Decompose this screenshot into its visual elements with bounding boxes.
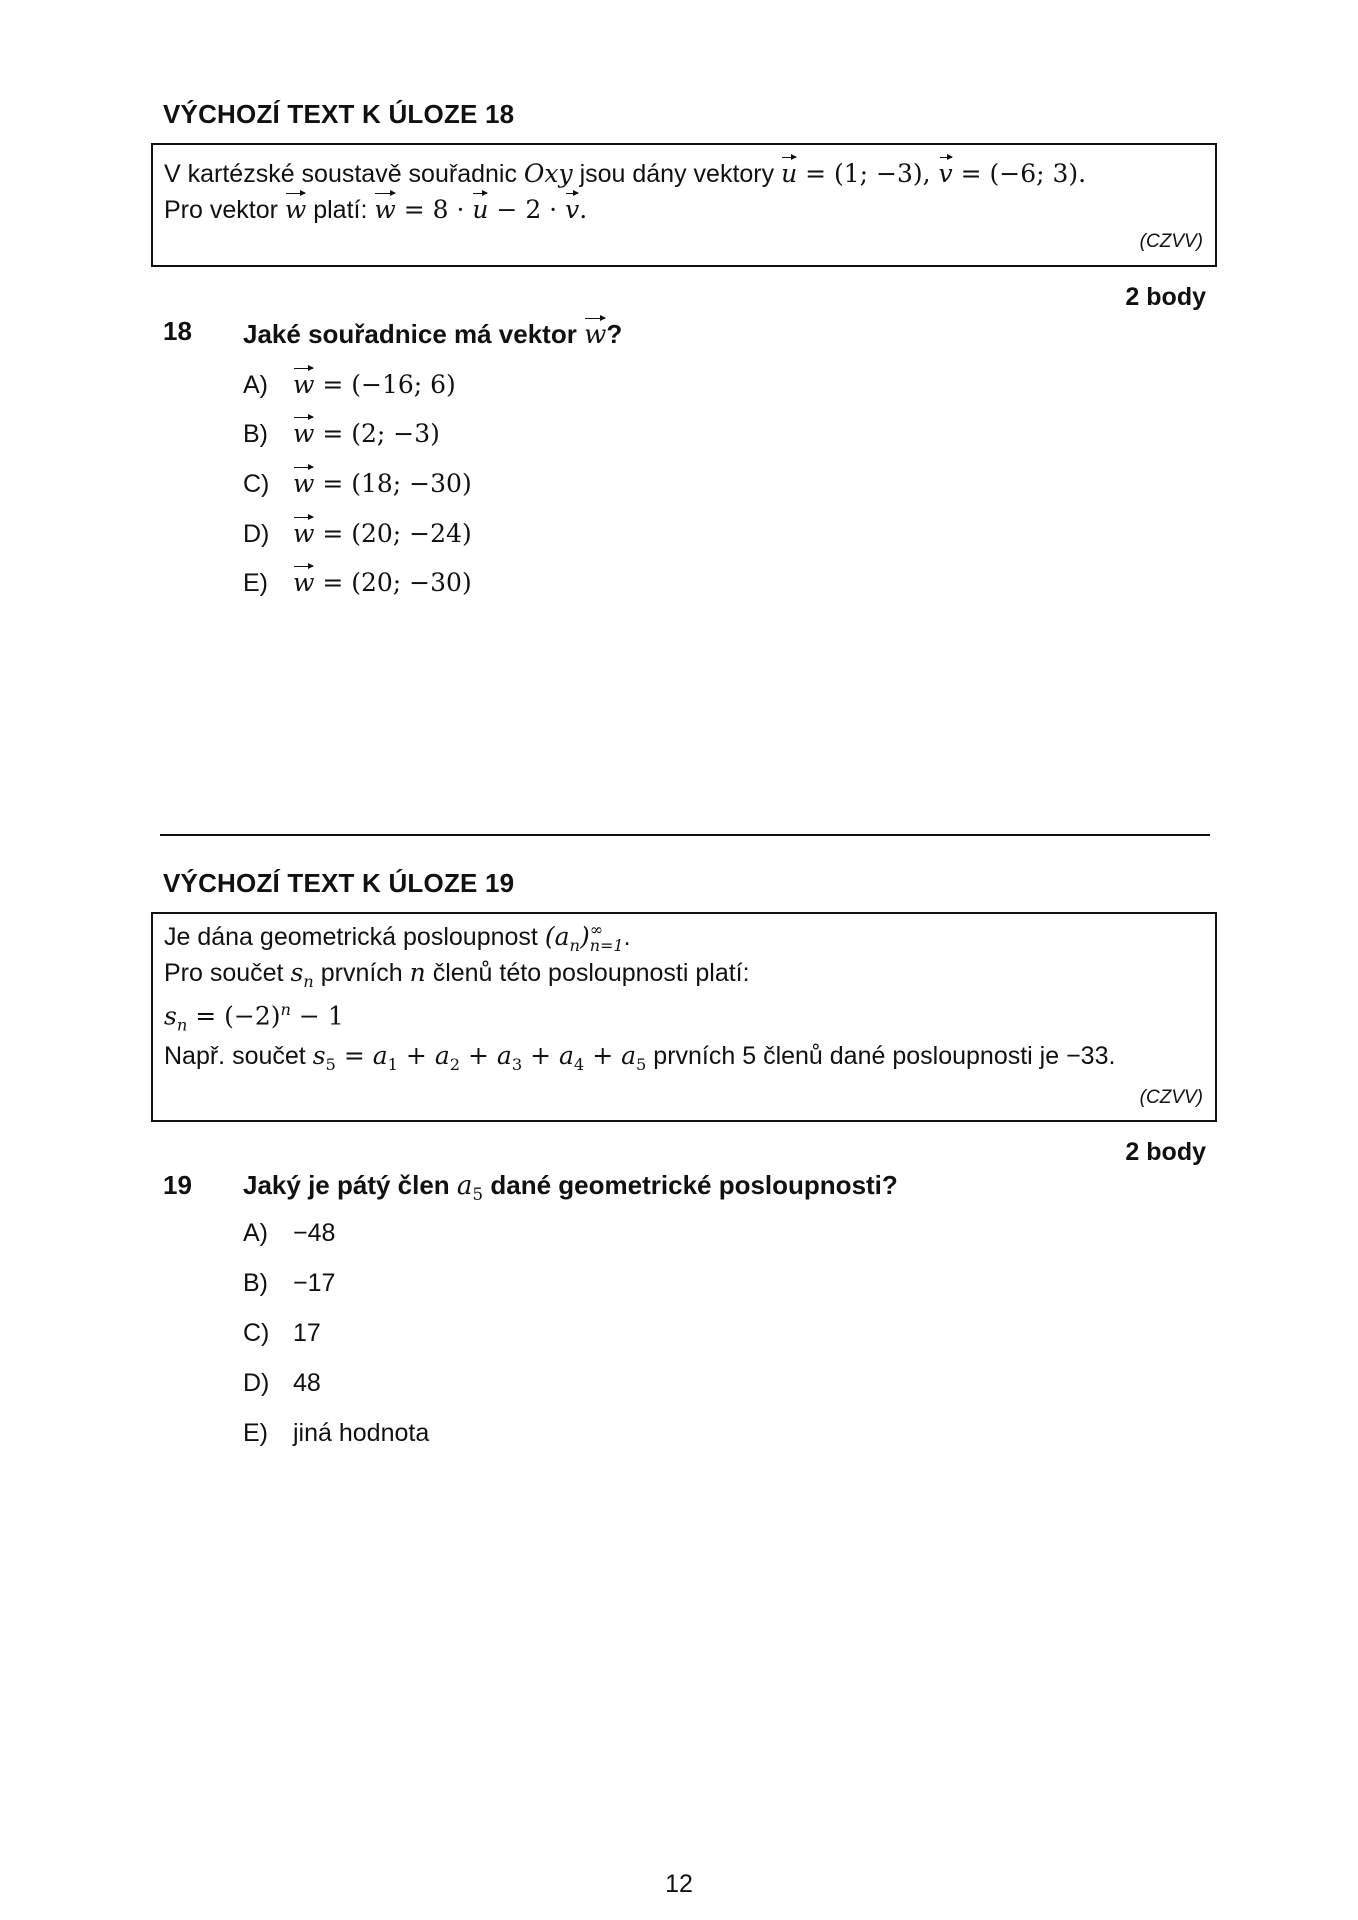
- question-text-19: Jaký je pátý člen $a_5$ dané geometrické posloupnosti?: [243, 1170, 898, 1205]
- source-label: (CZVV): [1139, 1087, 1203, 1108]
- option-c-18[interactable]: C) w = (18; −30): [243, 465, 472, 499]
- question-number-18: 18: [163, 316, 192, 346]
- intro-line-1: V kartézské soustavě souřadnic Oxy jsou dány vektory u = (1; −3), v = (−6; 3).: [164, 155, 1086, 189]
- page-number: 12: [665, 1870, 693, 1898]
- intro-line-1: Je dána geometrická posloupnost $(a_n)$ ∞ n=1 .: [164, 920, 631, 956]
- section-title-19: VÝCHOZÍ TEXT K ÚLOZE 19: [163, 868, 515, 898]
- points-19: 2 body: [1125, 1138, 1206, 1166]
- option-b-19[interactable]: B) −17: [243, 1269, 336, 1297]
- option-d-19[interactable]: D) 48: [243, 1369, 321, 1397]
- intro-box-19: [151, 912, 1217, 1122]
- intro-line-2: Pro vektor w platí: w = 8 · u − 2 · v.: [164, 191, 587, 225]
- intro-line-formula: $s_n = (-2)^n - 1$: [164, 1000, 344, 1035]
- vector-u: u: [781, 155, 797, 188]
- question-number-19: 19: [163, 1170, 192, 1200]
- section-divider: [160, 834, 1210, 836]
- option-b-18[interactable]: B) w = (2; −3): [243, 415, 440, 449]
- option-e-19[interactable]: E) jiná hodnota: [243, 1419, 430, 1447]
- vector-v: v: [939, 155, 953, 188]
- option-a-18[interactable]: A) w = (−16; 6): [243, 366, 456, 400]
- option-d-18[interactable]: D) w = (20; −24): [243, 515, 472, 549]
- option-e-18[interactable]: E) w = (20; −30): [243, 564, 472, 598]
- question-text-18: Jaké souřadnice má vektor w?: [243, 316, 622, 350]
- source-label: (CZVV): [1139, 231, 1203, 252]
- option-a-19[interactable]: A) −48: [243, 1219, 336, 1247]
- section-title-18: VÝCHOZÍ TEXT K ÚLOZE 18: [163, 99, 515, 129]
- option-c-19[interactable]: C) 17: [243, 1319, 321, 1347]
- points-18: 2 body: [1125, 283, 1206, 311]
- intro-box-18: [151, 143, 1217, 267]
- intro-line-2: Pro součet $s_n$ prvních n členů této posloupnosti platí:: [164, 958, 750, 991]
- intro-line-4: Např. součet $s_5 = a_1 + a_2 + a_3 + a_4 + a_5$ prvních 5 členů dané posloupnosti je −33.: [164, 1041, 1116, 1074]
